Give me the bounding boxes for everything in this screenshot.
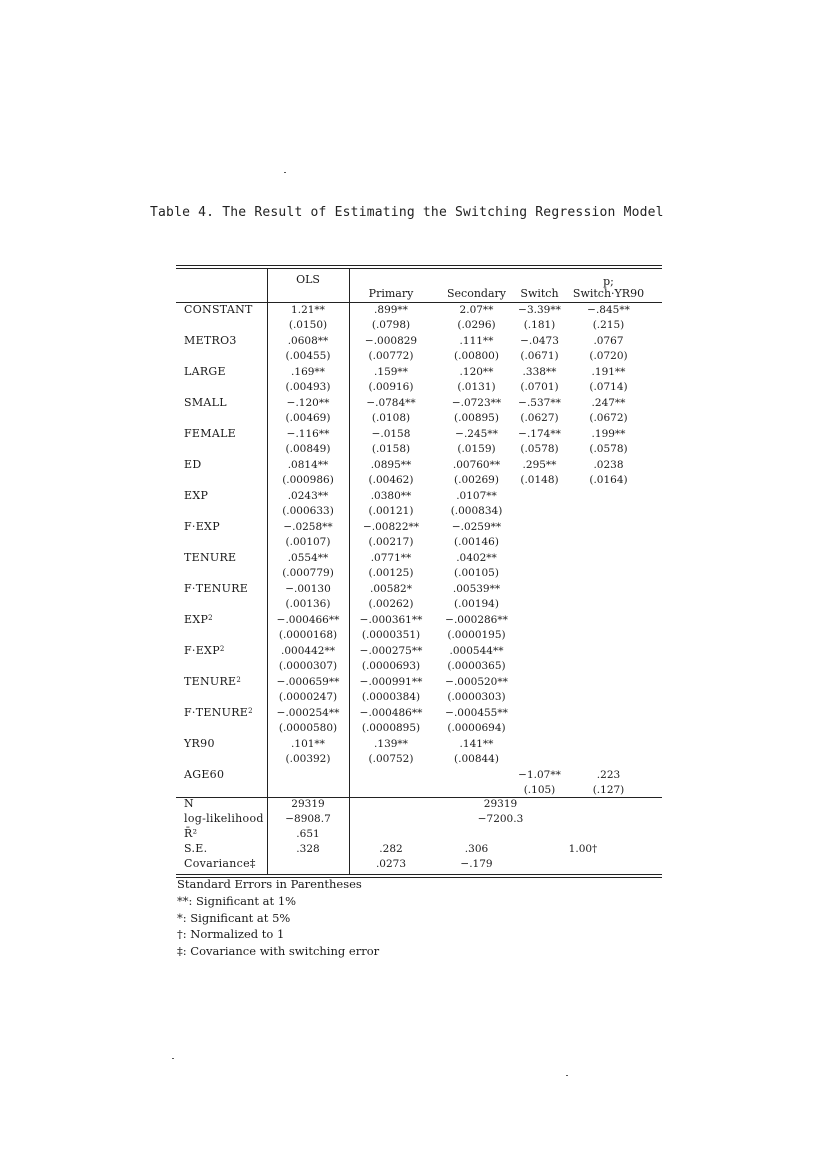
stderr-primary: (.00121) xyxy=(368,505,414,517)
coef-primary: −.000275** xyxy=(359,645,423,657)
stderr-ols: (.00455) xyxy=(285,350,331,362)
top-rule xyxy=(176,265,662,266)
footer-label-loglik: log-likelihood xyxy=(184,812,264,825)
stderr-ols: (.000779) xyxy=(282,567,334,579)
coef-primary: −.000361** xyxy=(359,614,423,626)
footer-se-ols: .328 xyxy=(296,843,320,855)
coef-primary: .0895** xyxy=(370,459,412,471)
header-switch: Switch xyxy=(520,287,559,300)
scan-speck xyxy=(284,172,286,173)
footer-label-se: S.E. xyxy=(184,842,208,855)
stderr-primary: (.0798) xyxy=(371,319,411,331)
coef-ols: .0814** xyxy=(287,459,329,471)
stderr-secondary: (.0159) xyxy=(457,443,496,455)
top-rule-double xyxy=(176,268,662,269)
stderr-primary: (.0108) xyxy=(371,412,411,424)
coef-primary: −.0784** xyxy=(366,397,416,409)
coef-switch-yr90: −.845** xyxy=(587,304,630,316)
stderr-secondary: (.0000365) xyxy=(447,660,506,672)
stderr-primary: (.00262) xyxy=(368,598,414,610)
stderr-primary: (.0000693) xyxy=(361,660,421,672)
coef-primary: .899** xyxy=(374,304,408,316)
coef-ols: .0608** xyxy=(287,335,329,347)
footer-n-ols: 29319 xyxy=(291,798,325,810)
stderr-secondary: (.00844) xyxy=(454,753,499,765)
footer-loglik-switch: −7200.3 xyxy=(477,813,524,825)
stderr-switch-yr90: (.215) xyxy=(592,319,625,331)
row-label-text: EXP xyxy=(184,489,209,502)
row-label-text: F·EXP xyxy=(184,520,220,533)
row-label-text: CONSTANT xyxy=(184,303,253,316)
row-label xyxy=(184,614,213,626)
row-label-text: SMALL xyxy=(184,396,227,409)
coef-switch: −.537** xyxy=(518,397,561,409)
row-label-superscript: 2 xyxy=(248,707,253,715)
coef-secondary: −.000286** xyxy=(445,614,508,626)
stderr-primary: (.00772) xyxy=(368,350,414,362)
stderr-primary: (.00916) xyxy=(368,381,414,393)
row-label-text: TENURE xyxy=(184,551,237,564)
coef-primary: .0380** xyxy=(370,490,412,502)
row-label xyxy=(184,769,224,781)
header-ols: OLS xyxy=(296,273,320,286)
coef-switch: .338** xyxy=(522,366,557,378)
stderr-secondary: (.0131) xyxy=(457,381,496,393)
stderr-secondary: (.000834) xyxy=(450,505,503,517)
table-caption: Table 4. The Result of Estimating the Switching Regression Model xyxy=(150,205,664,220)
coef-ols: −.000254** xyxy=(276,707,340,719)
row-label xyxy=(184,304,253,316)
header-secondary: Secondary xyxy=(447,287,506,300)
stderr-switch: (.0148) xyxy=(520,474,559,486)
coef-switch: −.174** xyxy=(518,428,561,440)
coef-primary: −.00822** xyxy=(362,521,420,533)
coef-switch: .295** xyxy=(522,459,557,471)
coef-switch-yr90: .223 xyxy=(596,769,621,781)
stderr-primary: (.0000895) xyxy=(361,722,421,734)
stderr-switch-yr90: (.127) xyxy=(592,784,625,796)
stderr-secondary: (.0000303) xyxy=(447,691,506,703)
coef-switch-yr90: .0238 xyxy=(593,459,624,471)
row-label-superscript: 2 xyxy=(219,645,225,653)
stderr-switch: (.0671) xyxy=(520,350,559,362)
coef-primary: −.000829 xyxy=(364,335,418,347)
coef-secondary: −.000520** xyxy=(445,676,508,688)
stderr-ols: (.00107) xyxy=(285,536,331,548)
stderr-primary: (.00752) xyxy=(368,753,414,765)
row-label xyxy=(184,676,241,688)
row-label xyxy=(184,552,236,564)
stderr-ols: (.0150) xyxy=(288,319,328,331)
stderr-ols: (.0000307) xyxy=(278,660,338,672)
row-label xyxy=(184,645,225,657)
footer-label-r2: R̄² xyxy=(184,827,198,840)
row-label xyxy=(184,583,248,595)
footer-label-n: N xyxy=(184,797,194,810)
coef-switch: −3.39** xyxy=(518,304,561,316)
header-switch-yr90-top: p; xyxy=(603,275,614,288)
stderr-switch-yr90: (.0672) xyxy=(589,412,628,424)
stderr-ols: (.0000247) xyxy=(278,691,338,703)
row-label-text: AGE60 xyxy=(184,768,225,781)
coef-switch: −1.07** xyxy=(518,769,561,781)
coef-primary: −.000486** xyxy=(359,707,423,719)
stderr-switch-yr90: (.0164) xyxy=(589,474,628,486)
footer-label-covariance: Covariance‡ xyxy=(184,857,256,870)
header-primary: Primary xyxy=(368,287,414,300)
row-label xyxy=(184,521,220,533)
stderr-primary: (.0158) xyxy=(371,443,411,455)
coef-primary: .159** xyxy=(374,366,408,378)
stderr-primary: (.00462) xyxy=(368,474,414,486)
stderr-ols: (.00493) xyxy=(285,381,331,393)
stderr-switch-yr90: (.0578) xyxy=(589,443,628,455)
coef-primary: −.000991** xyxy=(359,676,423,688)
stderr-ols: (.0000168) xyxy=(278,629,338,641)
row-label xyxy=(184,335,237,347)
coef-secondary: .00539** xyxy=(452,583,501,595)
stderr-primary: (.0000384) xyxy=(361,691,421,703)
stderr-secondary: (.00800) xyxy=(454,350,499,362)
footer-cov-secondary: −.179 xyxy=(460,858,493,870)
stderr-secondary: (.0296) xyxy=(457,319,496,331)
stderr-ols: (.00136) xyxy=(285,598,331,610)
coef-ols: .101** xyxy=(291,738,325,750)
bottom-rule xyxy=(176,874,662,875)
coef-secondary: −.245** xyxy=(455,428,498,440)
header-switch-yr90: Switch·YR90 xyxy=(572,287,645,300)
row-label xyxy=(184,459,201,471)
note-significant-5pct: *: Significant at 5% xyxy=(177,910,291,925)
row-label xyxy=(184,428,236,440)
stderr-ols: (.000633) xyxy=(282,505,334,517)
coef-switch: −.0473 xyxy=(520,335,559,347)
coef-primary: .0771** xyxy=(370,552,412,564)
row-label-text: TENURE xyxy=(184,675,237,688)
note-significant-1pct: **: Significant at 1% xyxy=(177,893,297,908)
coef-ols: −.120** xyxy=(286,397,330,409)
coef-secondary: 2.07** xyxy=(459,304,494,316)
note-covariance: ‡: Covariance with switching error xyxy=(177,944,380,959)
coef-primary: −.0158 xyxy=(371,428,411,440)
coef-secondary: .00760** xyxy=(452,459,501,471)
stderr-switch-yr90: (.0714) xyxy=(589,381,628,393)
coef-ols: −.000659** xyxy=(276,676,340,688)
coef-ols: 1.21** xyxy=(291,304,325,316)
stderr-primary: (.00217) xyxy=(368,536,414,548)
stderr-ols: (.00849) xyxy=(285,443,331,455)
stderr-secondary: (.0000195) xyxy=(447,629,506,641)
coef-ols: −.116** xyxy=(286,428,330,440)
coef-secondary: −.000455** xyxy=(445,707,508,719)
stderr-ols: (.0000580) xyxy=(278,722,338,734)
row-label-text: F·TENURE xyxy=(184,582,249,595)
stderr-switch: (.0627) xyxy=(520,412,559,424)
row-label-text: FEMALE xyxy=(184,427,237,440)
scan-speck xyxy=(566,1075,568,1076)
coef-secondary: .120** xyxy=(459,366,494,378)
row-label-text: F·TENURE xyxy=(184,706,249,719)
footer-se-switch: 1.00† xyxy=(568,843,598,855)
footer-se-secondary: .306 xyxy=(464,843,489,855)
row-label xyxy=(184,366,226,378)
row-label-text: EXP xyxy=(184,613,209,626)
stderr-secondary: (.00269) xyxy=(454,474,499,486)
coef-switch-yr90: .0767 xyxy=(593,335,624,347)
coef-ols: .0243** xyxy=(287,490,329,502)
coef-ols: .000442** xyxy=(281,645,335,657)
stderr-secondary: (.00105) xyxy=(454,567,499,579)
coef-primary: .139** xyxy=(374,738,408,750)
coef-secondary: .0107** xyxy=(456,490,497,502)
row-label xyxy=(184,707,253,719)
stderr-secondary: (.00895) xyxy=(454,412,499,424)
coef-switch-yr90: .191** xyxy=(591,366,626,378)
stderr-switch: (.0701) xyxy=(520,381,559,393)
coef-switch-yr90: .199** xyxy=(591,428,626,440)
coef-ols: −.00130 xyxy=(285,583,331,595)
stderr-primary: (.00125) xyxy=(368,567,414,579)
footer-loglik-ols: −8908.7 xyxy=(285,813,331,825)
stderr-secondary: (.00146) xyxy=(454,536,499,548)
stderr-secondary: (.0000694) xyxy=(447,722,506,734)
coef-ols: −.0258** xyxy=(283,521,333,533)
row-label-text: YR90 xyxy=(184,737,215,750)
row-label xyxy=(184,738,215,750)
coef-ols: .0554** xyxy=(287,552,329,564)
footer-r2-ols: .651 xyxy=(296,828,320,840)
row-label-superscript: 2 xyxy=(236,676,242,684)
stderr-ols: (.000986) xyxy=(282,474,334,486)
row-label xyxy=(184,490,208,502)
coef-secondary: .0402** xyxy=(456,552,497,564)
coef-ols: .169** xyxy=(291,366,325,378)
row-label xyxy=(184,397,227,409)
row-label-text: ED xyxy=(184,458,202,471)
row-label-text: F·EXP xyxy=(184,644,220,657)
coef-secondary: .111** xyxy=(459,335,494,347)
scan-speck xyxy=(172,1058,174,1059)
coef-primary: .00582* xyxy=(370,583,412,595)
table-notes xyxy=(177,876,379,960)
coef-secondary: .000544** xyxy=(449,645,504,657)
footer-cov-primary: .0273 xyxy=(375,858,407,870)
stderr-switch-yr90: (.0720) xyxy=(589,350,628,362)
stderr-ols: (.00392) xyxy=(285,753,331,765)
note-standard-errors: Standard Errors in Parentheses xyxy=(177,877,362,891)
footer-se-primary: .282 xyxy=(379,843,403,855)
row-label-superscript: 2 xyxy=(208,614,213,622)
coef-switch-yr90: .247** xyxy=(591,397,626,409)
row-label-text: METRO3 xyxy=(184,334,237,347)
coef-secondary: −.0723** xyxy=(451,397,502,409)
coef-secondary: −.0259** xyxy=(451,521,502,533)
row-label-text: LARGE xyxy=(184,365,226,378)
stderr-primary: (.0000351) xyxy=(361,629,421,641)
stderr-switch: (.0578) xyxy=(520,443,559,455)
coef-secondary: .141** xyxy=(459,738,494,750)
coef-ols: −.000466** xyxy=(276,614,340,626)
stderr-switch: (.181) xyxy=(523,319,556,331)
stderr-switch: (.105) xyxy=(523,784,556,796)
note-normalized: †: Normalized to 1 xyxy=(177,927,285,942)
stderr-secondary: (.00194) xyxy=(454,598,499,610)
stderr-ols: (.00469) xyxy=(285,412,331,424)
footer-n-switch: 29319 xyxy=(483,798,518,810)
